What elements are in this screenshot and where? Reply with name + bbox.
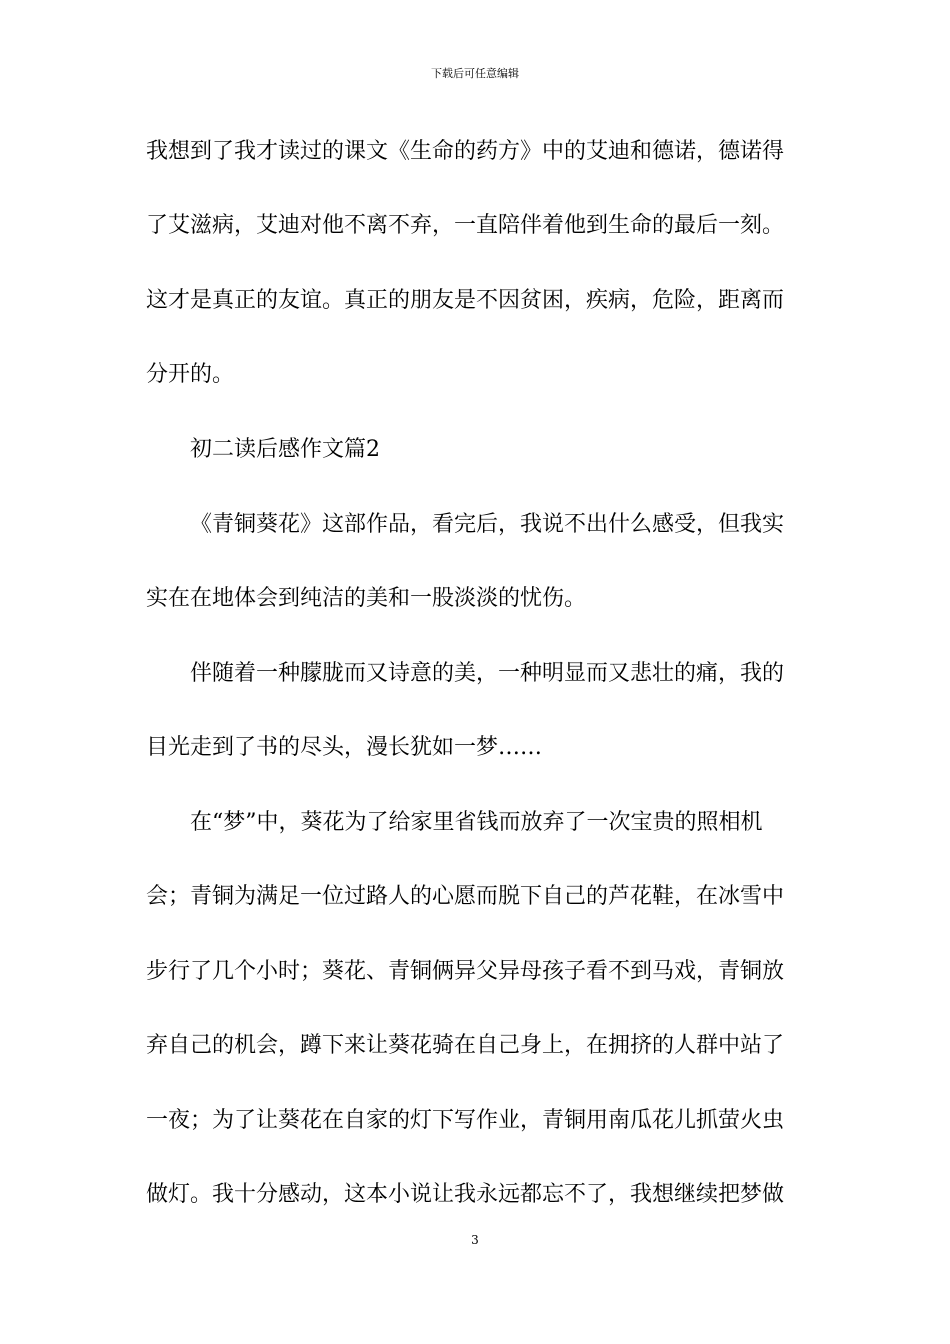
text-line: 实在在地体会到纯洁的美和一股淡淡的忧伤。 bbox=[146, 586, 587, 611]
text-line: 了艾滋病，艾迪对他不离不弃，一直陪伴着他到生命的最后一刻。 bbox=[146, 213, 785, 238]
text-line: 做灯。我十分感动，这本小说让我永远都忘不了，我想继续把梦做 bbox=[146, 1182, 785, 1207]
text-line: 分开的。 bbox=[146, 362, 235, 387]
page-header: 下载后可任意编辑 bbox=[431, 67, 519, 80]
section-heading: 初二读后感作文篇2 bbox=[190, 437, 380, 462]
text-line: 步行了几个小时；葵花、青铜俩异父异母孩子看不到马戏，青铜放 bbox=[146, 959, 785, 984]
text-line: 会；青铜为满足一位过路人的心愿而脱下自己的芦花鞋，在冰雪中 bbox=[146, 884, 785, 909]
text-line: 弃自己的机会，蹲下来让葵花骑在自己身上，在拥挤的人群中站了 bbox=[146, 1033, 785, 1058]
text-line: 《青铜葵花》这部作品，看完后，我说不出什么感受，但我实 bbox=[190, 512, 785, 537]
text-line: 在“梦”中，葵花为了给家里省钱而放弃了一次宝贵的照相机 bbox=[190, 810, 763, 835]
text-line: 伴随着一种朦胧而又诗意的美，一种明显而又悲壮的痛，我的 bbox=[190, 661, 785, 686]
text-line: 我想到了我才读过的课文《生命的药方》中的艾迪和德诺，德诺得 bbox=[146, 139, 785, 164]
page-number: 3 bbox=[471, 1233, 479, 1247]
text-line: 一夜；为了让葵花在自家的灯下写作业，青铜用南瓜花儿抓萤火虫 bbox=[146, 1108, 785, 1133]
text-line: 目光走到了书的尽头，漫长犹如一梦…… bbox=[146, 735, 543, 760]
text-line: 这才是真正的友谊。真正的朋友是不因贫困，疾病，危险，距离而 bbox=[146, 288, 785, 313]
